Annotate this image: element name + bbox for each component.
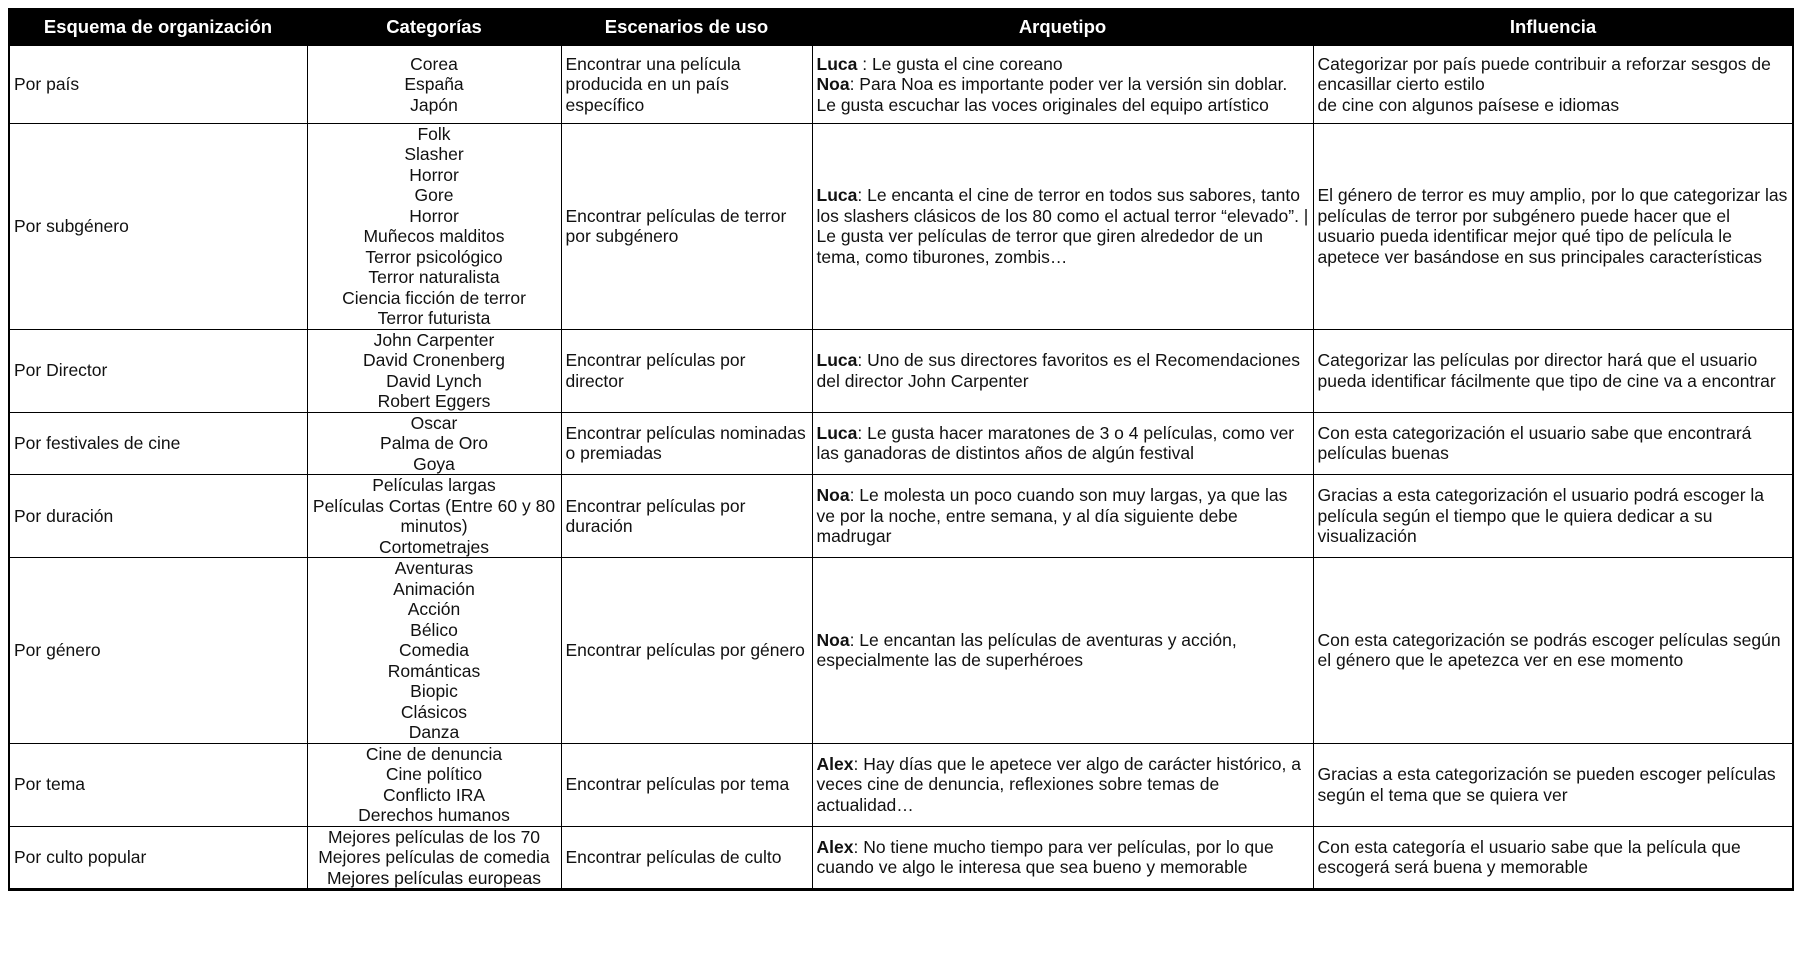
influence-cell <box>1313 558 1793 744</box>
table-body <box>9 45 1793 890</box>
categories-cell <box>307 123 561 329</box>
category-item: Mejores películas de los 70 <box>327 826 541 847</box>
header-categories: Categorías <box>307 9 561 45</box>
categories-cell <box>307 329 561 412</box>
archetype-entry <box>817 837 1309 878</box>
persona-name: Noa <box>816 485 850 506</box>
archetype-cell <box>812 329 1313 412</box>
influence-cell <box>1313 45 1793 123</box>
scenario-cell: Encontrar una película producida en un país específico <box>561 45 812 123</box>
persona-description: : Le gusta el cine coreano <box>857 53 1063 74</box>
influence-text: Gracias a esta categorización el usuario podrá escoger la película según el tiempo que le quiera dedicar a su visualización <box>1317 485 1764 547</box>
category-item: Biopic <box>410 681 458 701</box>
category-item: Gore <box>414 185 454 205</box>
header-row <box>9 9 1793 45</box>
category-item: Románticas <box>387 660 481 681</box>
archetype-entry <box>817 54 1309 75</box>
scheme-cell: Por subgénero <box>9 123 307 329</box>
scheme-cell: Por culto popular <box>9 826 307 890</box>
influence-text: Con esta categorización el usuario sabe que encontrará películas buenas <box>1317 422 1752 464</box>
archetype-cell <box>812 412 1313 475</box>
categories-cell <box>307 558 561 744</box>
categories-cell <box>307 743 561 826</box>
category-item: España <box>404 74 464 94</box>
archetype-cell <box>812 826 1313 890</box>
influence-cell <box>1313 475 1793 558</box>
scenario-cell: Encontrar películas de culto <box>561 826 812 890</box>
persona-description: : Le encantan las películas de aventuras y acción, especialmente las de superhéroes <box>816 629 1237 671</box>
scheme-cell: Por Director <box>9 329 307 412</box>
persona-name: Luca <box>816 422 858 443</box>
category-item: Ciencia ficción de terror <box>342 287 526 308</box>
category-item: John Carpenter <box>373 329 495 350</box>
scheme-cell: Por género <box>9 558 307 744</box>
persona-description: : Le gusta hacer maratones de 3 o 4 películas, como ver las ganadoras de distintos años de algún festival <box>816 422 1295 464</box>
category-item: Clásicos <box>400 701 468 722</box>
category-item: Japón <box>410 94 458 115</box>
persona-name: Alex <box>816 836 854 857</box>
category-item: Muñecos malditos <box>363 226 505 246</box>
archetype-entry <box>817 185 1309 267</box>
category-item: Robert Eggers <box>377 391 491 411</box>
archetype-cell <box>812 123 1313 329</box>
table-row <box>9 45 1793 123</box>
scenario-cell: Encontrar películas por duración <box>561 475 812 558</box>
category-item: Mejores películas europeas <box>326 867 541 888</box>
scenario-cell: Encontrar películas de terror por subgénero <box>561 123 812 329</box>
category-item: Danza <box>408 722 460 742</box>
scenario-cell: Encontrar películas por género <box>561 558 812 744</box>
persona-name: Noa <box>816 74 850 94</box>
archetype-entry <box>817 485 1309 547</box>
persona-description: : No tiene mucho tiempo para ver películas, por lo que cuando ve algo le interesa que sea bueno y memorable <box>816 836 1274 878</box>
influence-cell <box>1313 412 1793 475</box>
scheme-cell: Por país <box>9 45 307 123</box>
archetype-cell <box>812 45 1313 123</box>
archetype-cell <box>812 743 1313 826</box>
influence-text: El género de terror es muy amplio, por lo que categorizar las películas de terror por subgénero puede hacer que el usuario pueda identificar mejor qué tipo de película le apetece ver basándose en sus principales características <box>1317 185 1788 267</box>
category-item: Terror naturalista <box>368 267 500 287</box>
categories-cell <box>307 412 561 475</box>
influence-cell <box>1313 826 1793 890</box>
header-scenarios: Escenarios de uso <box>561 9 812 45</box>
category-item: Corea <box>410 53 458 74</box>
influence-cell <box>1313 743 1793 826</box>
category-item: Terror psicológico <box>365 246 503 267</box>
header-archetype: Arquetipo <box>812 9 1313 45</box>
influence-cell <box>1313 329 1793 412</box>
categories-cell <box>307 826 561 890</box>
category-item: Terror futurista <box>377 308 491 328</box>
persona-description: : Le molesta un poco cuando son muy largas, ya que las ve por la noche, entre semana, y al día siguiente debe madrugar <box>816 485 1288 547</box>
persona-name: Luca <box>816 350 858 370</box>
category-item: Comedia <box>398 640 470 660</box>
archetype-entry <box>817 630 1309 671</box>
influence-text: Con esta categoría el usuario sabe que la película que escogerá será buena y memorable <box>1317 836 1741 878</box>
table-row <box>9 475 1793 558</box>
categories-cell <box>307 475 561 558</box>
archetype-cell <box>812 475 1313 558</box>
category-item: Cortometrajes <box>379 536 489 557</box>
influence-text: Gracias a esta categorización se pueden escoger películas según el tema que se quiera ver <box>1317 764 1776 805</box>
archetype-entry <box>817 74 1309 115</box>
category-item: Conflicto IRA <box>382 784 486 805</box>
influence-text: Categorizar por país puede contribuir a reforzar sesgos de encasillar cierto estilo <box>1317 53 1771 94</box>
table-row <box>9 743 1793 826</box>
archetype-cell <box>812 558 1313 744</box>
table-row <box>9 826 1793 890</box>
category-item: Derechos humanos <box>358 805 510 825</box>
table-row <box>9 329 1793 412</box>
archetype-entry <box>817 754 1309 816</box>
scenario-cell: Encontrar películas por director <box>561 329 812 412</box>
category-item: Aventuras <box>394 558 474 578</box>
category-item: Películas Cortas (Entre 60 y 80 minutos) <box>312 495 556 536</box>
persona-description: : Uno de sus directores favoritos es el Recomendaciones del director John Carpenter <box>816 350 1300 391</box>
influence-cell <box>1313 123 1793 329</box>
persona-description: : Le encanta el cine de terror en todos sus sabores, tanto los slashers clásicos de los 80 como el actual terror “elevado”. | Le gusta ver películas de terror que giren alrededor de un tema, como tiburones, zombis… <box>816 185 1309 267</box>
scenario-cell: Encontrar películas nominadas o premiadas <box>561 412 812 475</box>
persona-name: Noa <box>816 629 850 650</box>
scheme-cell: Por festivales de cine <box>9 412 307 475</box>
category-item: Cine político <box>385 764 483 784</box>
category-item: Mejores películas de comedia <box>318 847 550 867</box>
scheme-cell: Por duración <box>9 475 307 558</box>
organization-scheme-table-container <box>8 8 1792 891</box>
persona-description: : Para Noa es importante poder ver la versión sin doblar. Le gusta escuchar las voces originales del equipo artístico <box>816 74 1288 115</box>
scheme-cell: Por tema <box>9 743 307 826</box>
categories-cell <box>307 45 561 123</box>
category-item: Películas largas <box>372 475 496 495</box>
category-item: Acción <box>407 599 461 619</box>
organization-scheme-table <box>8 8 1794 891</box>
table-row <box>9 558 1793 744</box>
persona-name: Luca <box>816 185 858 205</box>
influence-text: de cine con algunos paísese e idiomas <box>1317 94 1620 115</box>
category-item: Folk <box>417 123 451 144</box>
category-item: Animación <box>393 578 475 599</box>
category-item: Horror <box>409 164 459 185</box>
persona-description: : Hay días que le apetece ver algo de carácter histórico, a veces cine de denuncia, reflexiones sobre temas de actualidad… <box>816 753 1301 815</box>
category-item: David Cronenberg <box>362 350 506 370</box>
influence-text: Con esta categorización se podrás escoger películas según el género que le apetezca ver en ese momento <box>1317 629 1781 671</box>
scenario-cell: Encontrar películas por tema <box>561 743 812 826</box>
persona-name: Alex <box>816 753 854 774</box>
category-item: Goya <box>413 453 455 474</box>
category-item: Palma de Oro <box>380 433 488 453</box>
header-influence: Influencia <box>1313 9 1793 45</box>
table-row <box>9 123 1793 329</box>
category-item: Oscar <box>410 412 458 433</box>
category-item: Cine de denuncia <box>365 743 503 764</box>
archetype-entry <box>817 350 1309 391</box>
influence-text: Categorizar las películas por director hará que el usuario pueda identificar fácilmente que tipo de cine va a encontrar <box>1317 350 1776 391</box>
archetype-entry <box>817 423 1309 464</box>
category-item: Bélico <box>410 619 458 640</box>
category-item: David Lynch <box>386 370 482 391</box>
table-row <box>9 412 1793 475</box>
category-item: Horror <box>409 205 459 226</box>
persona-name: Luca <box>816 53 858 74</box>
category-item: Slasher <box>404 144 464 164</box>
header-scheme: Esquema de organización <box>9 9 307 45</box>
